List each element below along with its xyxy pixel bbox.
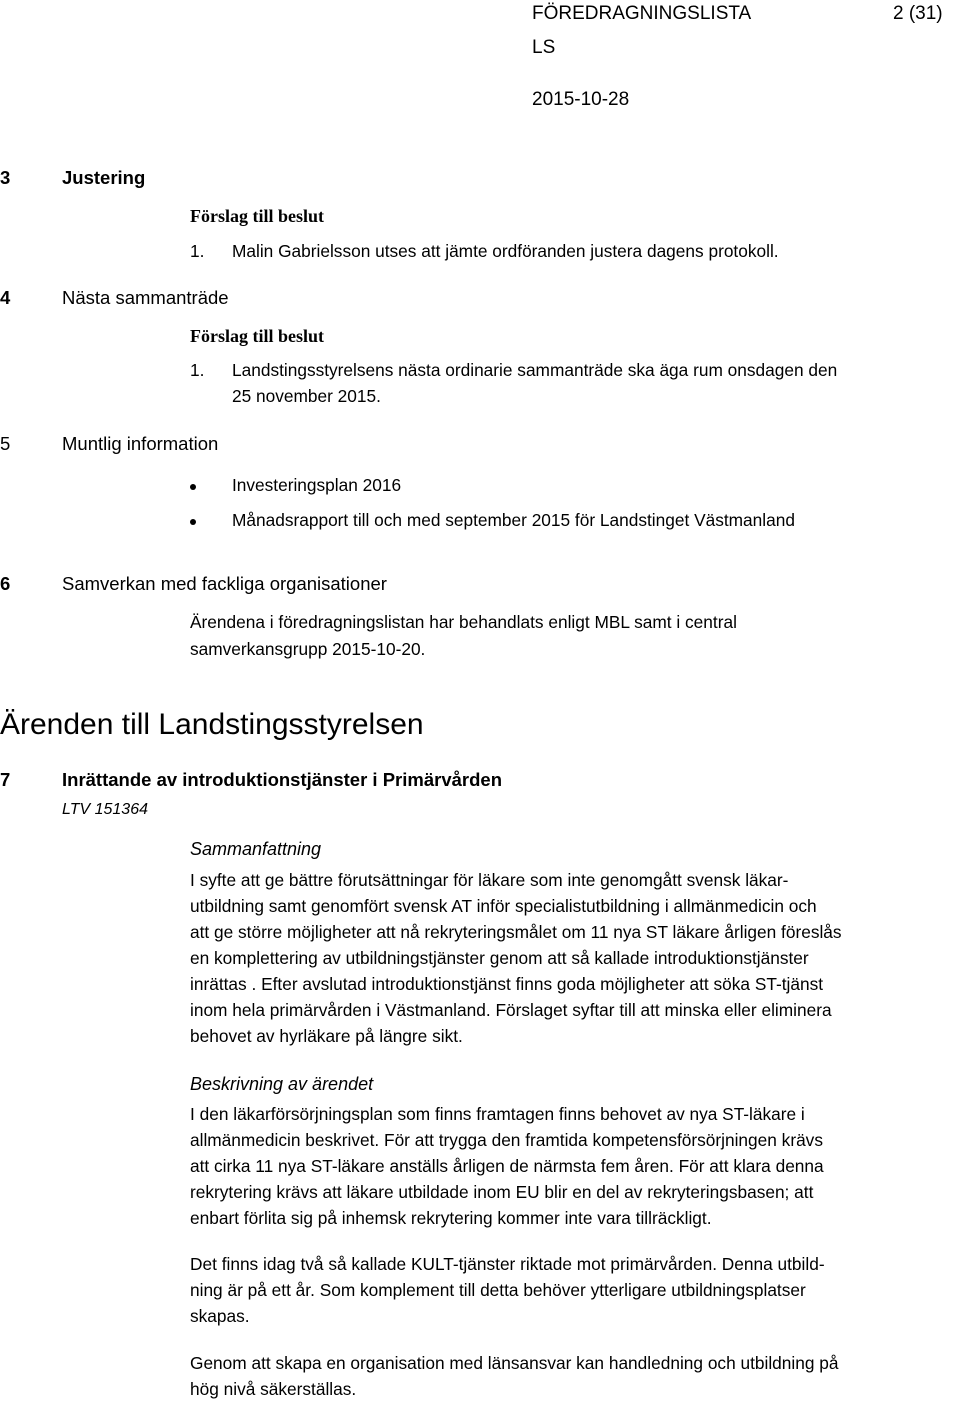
description-line: att cirka 11 nya ST-läkare anställs årligen de närmsta fem åren. För att klara denna xyxy=(190,1156,824,1176)
section-6-number: 6 xyxy=(0,573,11,594)
description-line: I den läkarförsörjningsplan som finns framtagen finns behovet av nya ST-läkare i xyxy=(190,1104,805,1124)
summary-line: I syfte att ge bättre förutsättningar för läkare som inte genomgått svensk läkar- xyxy=(190,870,789,890)
summary-line: inom hela primärvården i Västmanland. Förslaget syftar till att minska eller eliminera xyxy=(190,1000,832,1020)
description-line: skapas. xyxy=(190,1306,250,1326)
section-3-proposal-label: Förslag till beslut xyxy=(190,206,324,226)
summary-line: inrättas . Efter avslutad introduktionstjänst finns goda möjligheter att söka ST-tjänst xyxy=(190,974,824,994)
description-line: Det finns idag två så kallade KULT-tjänster riktade mot primärvården. Denna utbild- xyxy=(190,1254,825,1274)
case-title: Inrättande av introduktionstjänster i Primärvården xyxy=(62,769,502,790)
description-paragraph-3 xyxy=(190,1350,839,1402)
summary-heading: Sammanfattning xyxy=(190,839,322,859)
document-type: FÖREDRAGNINGSLISTA xyxy=(532,3,752,24)
summary-line: utbildning samt genomfört svensk AT inför specialistutbildning i allmänmedicin och xyxy=(190,896,817,916)
section-3-item-number: 1. xyxy=(190,241,205,261)
section-number: 3 xyxy=(0,167,11,188)
case-reference: LTV 151364 xyxy=(62,801,148,818)
bullet-icon xyxy=(190,484,196,490)
section-6-title: Samverkan med fackliga organisationer xyxy=(62,573,387,594)
description-heading: Beskrivning av ärendet xyxy=(190,1074,374,1094)
description-paragraph-1 xyxy=(190,1101,824,1231)
section-4-proposal-label: Förslag till beslut xyxy=(190,326,324,346)
section-4-item-number: 1. xyxy=(190,360,205,380)
description-paragraph-2 xyxy=(190,1251,825,1329)
description-line: Genom att skapa en organisation med länsansvar kan handledning och utbildning på xyxy=(190,1353,839,1373)
summary-line: en komplettering av utbildningstjänster genom att så kallade introduktionstjänster xyxy=(190,948,809,968)
description-line: allmänmedicin beskrivet. För att trygga den framtida kompetensförsörjningen krävs xyxy=(190,1130,823,1150)
section-5-bullet-2: Månadsrapport till och med september 2015 för Landstinget Västmanland xyxy=(232,510,795,530)
document-date: 2015-10-28 xyxy=(532,89,630,110)
main-heading: Ärenden till Landstingsstyrelsen xyxy=(0,708,424,741)
section-4-number: 4 xyxy=(0,287,11,308)
case-number: 7 xyxy=(0,769,11,790)
section-5-number: 5 xyxy=(0,433,11,454)
description-line: enbart förlita sig på inhemsk rekrytering kommer inte vara tillräckligt. xyxy=(190,1208,712,1228)
summary-text xyxy=(190,867,842,1049)
section-5-bullet-1: Investeringsplan 2016 xyxy=(232,475,402,495)
description-line: rekrytering krävs att läkare utbildade inom EU blir en del av rekryteringsbasen; att xyxy=(190,1182,814,1202)
page-number: 2 (31) xyxy=(893,3,943,24)
section-3-item-text: Malin Gabrielsson utses att jämte ordföranden justera dagens protokoll. xyxy=(232,241,779,261)
section-5-title: Muntlig information xyxy=(62,433,219,454)
summary-line: behovet av hyrläkare på längre sikt. xyxy=(190,1026,463,1046)
section-4-item-line-2: 25 november 2015. xyxy=(232,386,381,406)
section-3-title: Justering xyxy=(62,167,146,188)
section-4-title: Nästa sammanträde xyxy=(62,287,229,308)
summary-line: att ge större möjligheter att nå rekryteringsmålet om 11 nya ST läkare årligen föreslås xyxy=(190,922,842,942)
description-line: ning är på ett år. Som komplement till detta behöver ytterligare utbildningsplatser xyxy=(190,1280,806,1300)
section-6-text-line-1: Ärendena i föredragningslistan har behandlats enligt MBL samt i central xyxy=(190,612,737,632)
bullet-icon xyxy=(190,519,196,525)
section-3-heading xyxy=(0,166,10,190)
section-4-item-line-1: Landstingsstyrelsens nästa ordinarie sammanträde ska äga rum onsdagen den xyxy=(232,360,838,380)
section-6-text-line-2: samverkansgrupp 2015-10-20. xyxy=(190,639,426,659)
description-line: hög nivå säkerställas. xyxy=(190,1379,357,1399)
organization-code: LS xyxy=(532,37,556,58)
